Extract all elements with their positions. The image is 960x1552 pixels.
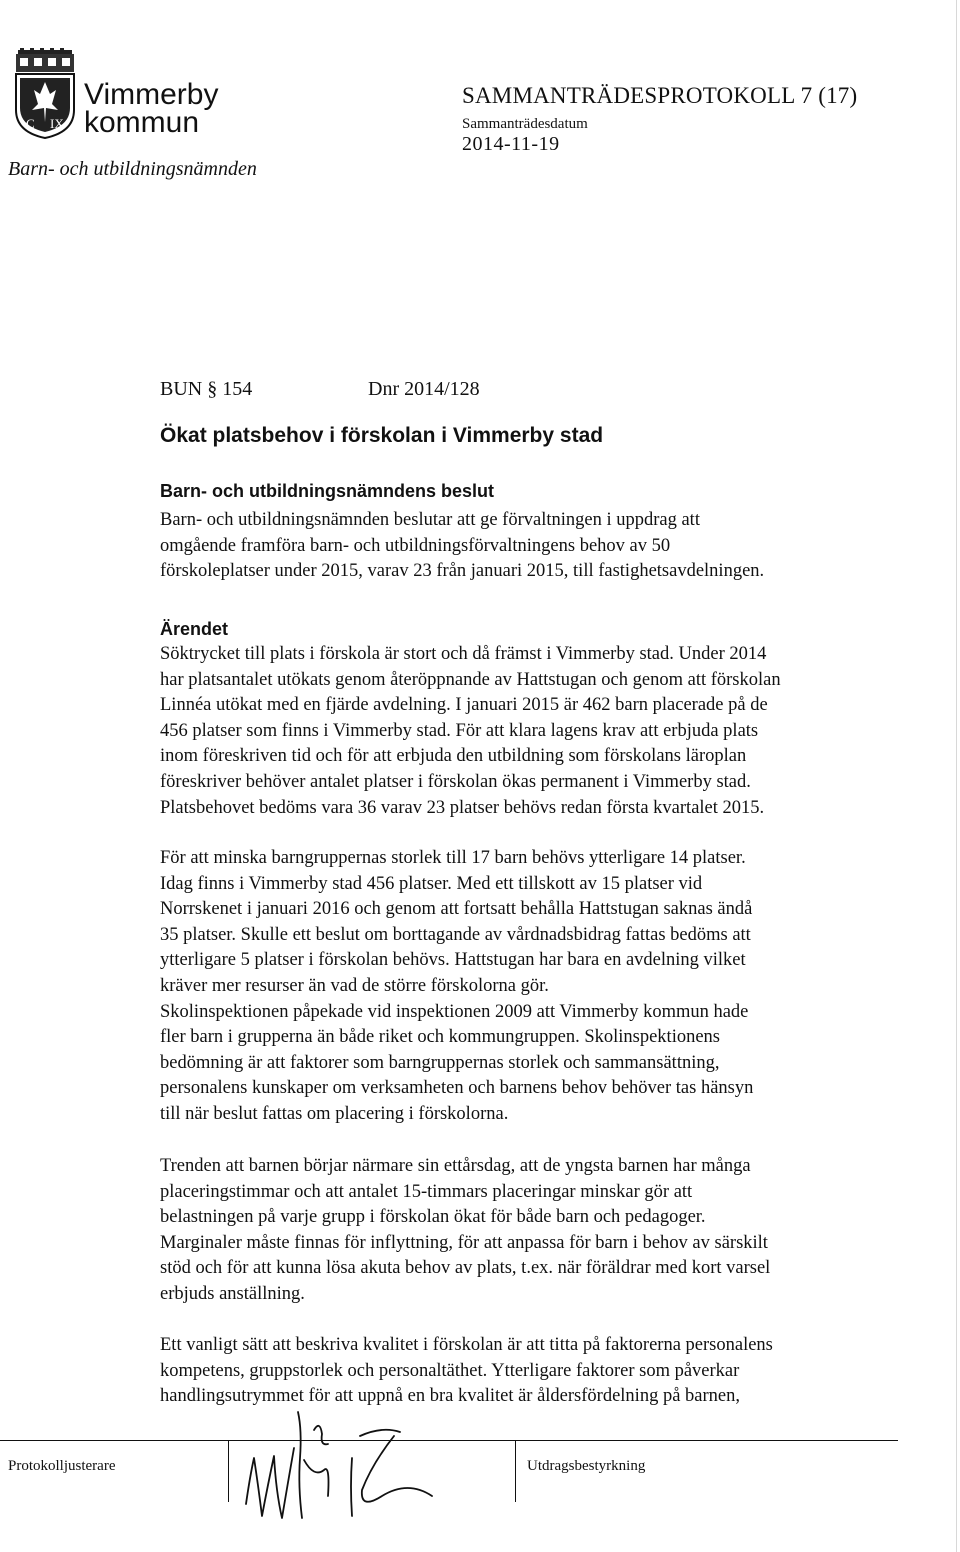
document-title: SAMMANTRÄDESPROTOKOLL 7 (17) (462, 83, 858, 108)
body-paragraph-3 (160, 1154, 770, 1308)
svg-text:C: C (26, 116, 35, 131)
case-diary-number: Dnr 2014/128 (368, 378, 480, 400)
text-line: föreskriver behöver antalet platser i förskolan ökas permanent i Vimmerby stad. (160, 771, 751, 792)
text-line: inom föreskriven tid och för att erbjuda den utbildning som förskolans läroplan (160, 746, 747, 767)
arendet-heading: Ärendet (160, 619, 229, 639)
text-line: förskoleplatser under 2015, varav 23 från januari 2015, till fastighetsavdelningen. (160, 561, 765, 582)
page-edge (956, 0, 957, 1552)
meeting-date: 2014-11-19 (462, 133, 560, 155)
org-name-line2: kommun (84, 106, 200, 139)
body-paragraph-2 (160, 846, 753, 1128)
text-line: erbjuds anställning. (160, 1283, 305, 1304)
text-line: Norrskenet i januari 2016 och genom att fortsatt behålla Hattstugan saknas ändå (160, 899, 753, 920)
protokolljusterare-label: Protokolljusterare (8, 1458, 116, 1474)
text-line: Barn- och utbildningsnämnden beslutar att ge förvaltningen i uppdrag att (160, 510, 700, 530)
text-line: Trenden att barnen börjar närmare sin ettårsdag, att de yngsta barnen har många (160, 1156, 751, 1176)
vimmerby-coat-of-arms-icon (12, 48, 78, 140)
text-line: kompetens, gruppstorlek och personaltäthet. Ytterligare faktorer som påverkar (160, 1360, 740, 1381)
meeting-date-label: Sammanträdesdatum (462, 116, 588, 132)
text-line: För att minska barngruppernas storlek till 17 barn behövs ytterligare 14 platser. (160, 848, 746, 868)
utdragsbestyrkning-label: Utdragsbestyrkning (527, 1458, 646, 1474)
text-line: placeringstimmar och att antalet 15-timmars placeringar minskar gör att (160, 1181, 693, 1202)
text-line: Skolinspektionen påpekade vid inspektionen 2009 att Vimmerby kommun hade (160, 1001, 749, 1022)
footer-column-divider (228, 1440, 229, 1502)
text-line: har platsantalet utökats genom återöppnande av Hattstugan och genom att förskolan (160, 669, 781, 690)
footer-column-divider (515, 1440, 516, 1502)
text-line: 35 platser. Skulle ett beslut om borttagande av vårdnadsbidrag fattas bedöms att (160, 924, 751, 945)
committee-name: Barn- och utbildningsnämnden (8, 158, 257, 180)
text-line: kräver mer resurser än vad de större förskolorna gör. (160, 975, 549, 996)
text-line: ytterligare 5 platser i förskolan behövs. Hattstugan har bara en avdelning vilket (160, 950, 746, 971)
text-line: Linnéa utökat med en fjärde avdelning. I januari 2015 är 462 barn placerade på de (160, 695, 768, 716)
text-line: stöd och för att kunna lösa akuta behov av plats, t.ex. när föräldrar med kort varsel (160, 1258, 771, 1279)
text-line: 456 platser som finns i Vimmerby stad. För att klara lagens krav att erbjuda plats (160, 720, 759, 741)
org-name-line1: Vimmerby (84, 78, 219, 111)
text-line: Platsbehovet bedöms vara 36 varav 23 platser behövs redan första kvartalet 2015. (160, 797, 765, 818)
text-line: Idag finns i Vimmerby stad 456 platser. Med ett tillskott av 15 platser vid (160, 873, 703, 894)
case-paragraph-id: BUN § 154 (160, 378, 253, 400)
decision-paragraph (160, 508, 764, 585)
handwritten-signature-icon (232, 1400, 452, 1550)
decision-heading: Barn- och utbildningsnämndens beslut (160, 481, 495, 501)
body-paragraph-4 (160, 1333, 773, 1410)
text-line: belastningen på varje grupp i förskolan ökat för både barn och pedagoger. (160, 1207, 706, 1228)
text-line: Ett vanligt sätt att beskriva kvalitet i förskolan är att titta på faktorerna personalens (160, 1335, 773, 1355)
text-line: bedömning är att faktorer som barngruppernas storlek och sammansättning, (160, 1052, 720, 1073)
text-line: fler barn i grupperna än både riket och kommungruppen. Skolinspektionens (160, 1027, 720, 1048)
svg-text:IX: IX (50, 116, 64, 131)
body-paragraph-1 (160, 642, 781, 821)
text-line: omgående framföra barn- och utbildningsförvaltningens behov av 50 (160, 535, 671, 556)
text-line: Marginaler måste finnas för inflyttning, för att anpassa för barn i behov av särskilt (160, 1232, 768, 1253)
text-line: Söktrycket till plats i förskola är stort och då främst i Vimmerby stad. Under 2014 (160, 644, 767, 664)
text-line: till när beslut fattas om placering i förskolorna. (160, 1103, 509, 1124)
text-line: handlingsutrymmet för att uppnå en bra kvalitet är åldersfördelning på barnen, (160, 1386, 740, 1407)
case-title: Ökat platsbehov i förskolan i Vimmerby stad (160, 424, 604, 447)
text-line: personalens kunskaper om verksamheten och barnens behov behöver tas hänsyn (160, 1078, 754, 1099)
